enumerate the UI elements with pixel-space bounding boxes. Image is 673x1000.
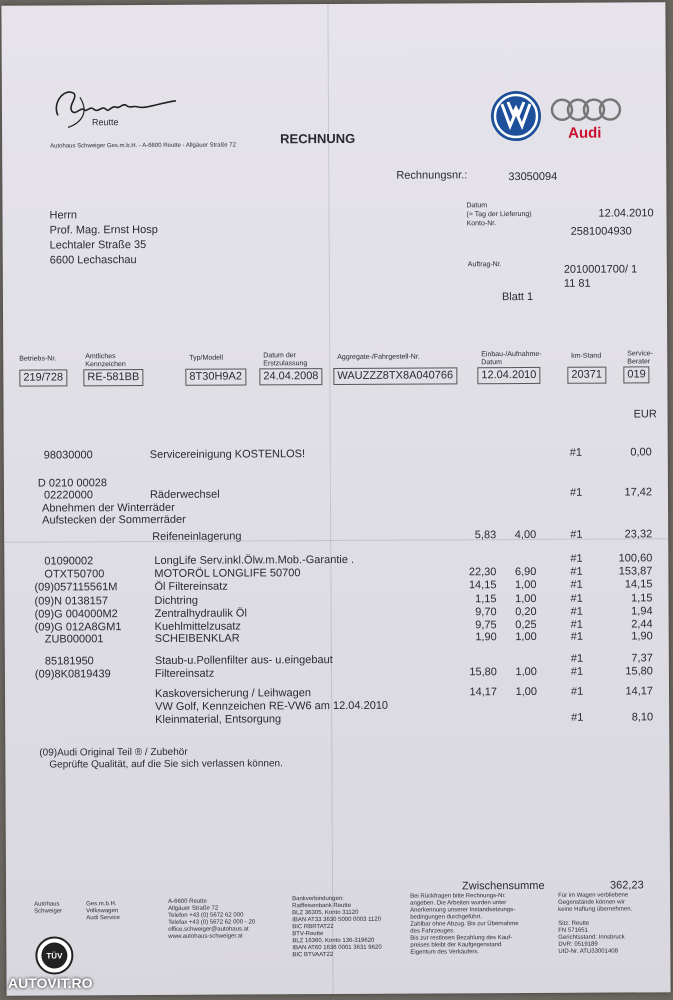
recipient-name: Prof. Mag. Ernst Hosp	[49, 223, 158, 237]
line-flag: #1	[570, 552, 583, 565]
footer-text: BTV-Reutte	[292, 931, 324, 938]
currency: EUR	[633, 408, 657, 421]
val-km-stand: 20371	[567, 367, 606, 384]
document-title: RECHNUNG	[280, 130, 356, 147]
line-unit-price: 15,80	[469, 666, 497, 679]
line-unit-price: 14,15	[468, 579, 497, 592]
line-quantity: 1,00	[515, 685, 538, 699]
line-code: (09)G 004000M2	[34, 608, 118, 621]
footer-text: Für im Wagen verbliebene	[558, 892, 629, 899]
footer-text: Anerkennung unserer Instandsetzungs-	[410, 907, 516, 914]
order-no: 2010001700/ 1	[563, 263, 638, 276]
footer-text: Gerichtsstand: Innsbruck	[558, 934, 625, 941]
footnote-line-1: (09)Audi Original Teil ® / Zubehör	[39, 746, 188, 759]
line-code: (09)N 0138157	[34, 595, 108, 608]
line-flag: #1	[570, 630, 584, 643]
line-quantity: 1,00	[515, 665, 537, 679]
line-amount: 1,94	[631, 605, 653, 618]
line-amount: 2,44	[631, 618, 653, 631]
hdr-kennzeichen: Amtliches Kennzeichen	[85, 353, 126, 369]
line-unit-price: 1,90	[475, 631, 497, 644]
invoice-line-row	[4, 446, 668, 462]
line-code: ZUB000001	[44, 633, 104, 646]
footer-text: Volkswagen	[86, 908, 119, 915]
line-quantity: 1,00	[515, 592, 537, 606]
footer-text: Schweiger	[34, 908, 63, 915]
sheet-number: Blatt 1	[501, 290, 534, 304]
line-flag: #1	[570, 592, 583, 605]
footer-text: Telefax +43 (0) 5672 62 000 - 20	[168, 919, 256, 926]
audi-brand-text: Audi	[568, 124, 602, 142]
line-code: D 0210 00028	[37, 477, 108, 490]
footer-text: keine Haftung übernehmen.	[558, 906, 633, 913]
invoice-line-row	[5, 665, 669, 681]
line-description: SCHEIBENKLAR	[154, 632, 240, 645]
line-amount: 7,37	[631, 652, 653, 665]
line-quantity: 0,20	[515, 605, 537, 619]
line-description: Zentralhydraulik Öl	[154, 607, 247, 620]
footer-text: Raiffeisenbank Reutte	[292, 902, 352, 910]
line-amount: 1,15	[631, 592, 653, 605]
recipient-block	[49, 208, 158, 269]
footer-text: Audi Service	[86, 915, 120, 922]
footer-text: A-6600 Reutte	[168, 898, 207, 905]
line-flag: #1	[570, 605, 583, 618]
line-amount: 153,87	[618, 565, 653, 578]
subtotal-amount: 362,23	[609, 879, 644, 892]
val-kennzeichen: RE-581BB	[83, 369, 143, 386]
line-description: Servicereinigung KOSTENLOS!	[149, 448, 306, 461]
recipient-street: Lechtaler Straße 35	[49, 238, 147, 252]
line-quantity: 1,00	[514, 578, 537, 592]
val-betriebs-nr: 219/728	[19, 369, 67, 386]
line-flag: #1	[570, 565, 583, 578]
footer-text: Bankverbindungen:	[292, 895, 344, 903]
invoice-no-label: Rechnungsnr.:	[396, 169, 468, 182]
line-unit-price: 22,30	[468, 566, 497, 579]
audi-logo	[550, 95, 624, 141]
line-amount: 23,32	[624, 528, 653, 541]
footer-text: office.schweiger@autohaus.at	[168, 926, 249, 933]
line-flag: #1	[569, 486, 583, 499]
line-amount: 17,42	[624, 486, 653, 499]
val-einbau-datum: 12.04.2010	[477, 367, 540, 384]
val-fahrgestell: WAUZZZ8TX8A040766	[333, 367, 457, 385]
line-unit-price: 1,15	[475, 593, 497, 606]
line-description: LongLife Serv.inkl.Ölw.m.Mob.-Garantie .	[154, 553, 355, 567]
footnote	[39, 746, 283, 771]
line-amount: 14,15	[624, 578, 653, 591]
footer-text: BLZ 36305, Konto 31120	[292, 909, 359, 917]
line-unit-price: 14,17	[469, 686, 498, 699]
line-amount: 15,80	[625, 665, 653, 678]
line-code: 01090002	[44, 555, 94, 568]
line-amount: 1,90	[631, 630, 653, 643]
footer-text: angeben. Die Arbeiten wurden unter	[410, 900, 507, 907]
line-quantity: 1,00	[515, 630, 537, 644]
line-description: Abnehmen der Winterräder	[42, 501, 175, 515]
line-code: OTXT50700	[44, 568, 105, 581]
line-description: Kaskoversicherung / Leihwagen	[154, 687, 311, 700]
hdr-typ-modell: Typ/Modell	[189, 354, 224, 362]
line-flag: #1	[569, 446, 583, 459]
subtotal-label: Zwischensumme	[461, 879, 545, 893]
account-label: Konto-Nr.	[466, 220, 497, 228]
hdr-einbau-datum: Einbau-/Aufnahme-Datum	[481, 350, 542, 367]
line-flag: #1	[570, 665, 584, 678]
footer-text: BIC BTVAAT22	[292, 952, 334, 959]
vw-logo	[490, 90, 542, 142]
footer-text: bedingungen durchgeführt.	[410, 914, 482, 921]
footer-text: Ges.m.b.H.	[86, 901, 117, 908]
line-description: Öl Filtereinsatz	[154, 580, 228, 593]
line-code: 02220000	[43, 489, 93, 502]
line-description: Kleinmaterial, Entsorgung	[155, 713, 282, 726]
hdr-km-stand: km-Stand	[571, 352, 602, 360]
line-description: Filtereinsatz	[154, 667, 215, 680]
sender-address: Autohaus Schweiger Ges.m.b.H. - A-6600 Reutte - Allgäuer Straße 72	[50, 142, 236, 150]
invoice-line-row	[4, 511, 668, 527]
order-sub: 11 81	[563, 277, 591, 290]
footer-col-2	[86, 901, 120, 922]
line-code: (09)8K0819439	[34, 668, 111, 681]
line-unit-price: 9,70	[475, 606, 497, 619]
footer-text: www.autohaus-schweiger.at	[168, 933, 243, 940]
line-flag: #1	[570, 578, 583, 591]
line-flag: #1	[570, 652, 584, 665]
date-sub-label: (= Tag der Lieferung)	[466, 210, 532, 219]
watermark: AUTOVIT.RO	[8, 975, 93, 991]
line-flag: #1	[570, 528, 583, 541]
line-description: Staub-u.Pollenfilter aus- u.eingebaut	[154, 654, 333, 667]
line-code: 85181950	[44, 655, 94, 668]
line-flag: #1	[571, 711, 584, 724]
invoice-line-row	[5, 711, 669, 727]
line-quantity: 6,90	[514, 565, 537, 579]
date-labels	[466, 201, 531, 228]
footnote-line-2: Geprüfte Qualität, auf die Sie sich verlassen können.	[49, 758, 283, 771]
line-quantity: 0,25	[515, 618, 537, 632]
footer-text: UID-Nr. ATU33001408	[558, 948, 618, 955]
hdr-betriebs-nr: Betriebs-Nr.	[19, 355, 57, 363]
hdr-service-berater: Service-Berater	[627, 350, 653, 366]
footer-text: FN 571651	[558, 927, 588, 934]
line-unit-price: 9,75	[475, 619, 497, 632]
tuv-seal	[34, 935, 74, 975]
account-no: 2581004930	[570, 225, 632, 238]
line-amount: 0,00	[630, 446, 652, 459]
line-quantity: 4,00	[514, 528, 537, 542]
footer-col-1	[34, 901, 62, 915]
footer-text: preises bleibt der Kaufgegenstand	[410, 942, 502, 949]
invoice-no: 33050094	[508, 170, 558, 184]
order-label: Auftrag-Nr.	[467, 261, 502, 269]
footer-col-4	[292, 896, 382, 959]
footer-col-3	[168, 898, 255, 940]
footer-text: Bis zur restlosen Bezahlung des Kauf-	[410, 935, 513, 942]
footer-text: des Fahrzeuges.	[410, 928, 455, 935]
footer-text: Allgäuer Straße 72	[168, 905, 219, 912]
val-typ-modell: 8T30H9A2	[185, 368, 246, 385]
invoice-line-row	[4, 528, 668, 544]
footer-text: Autohaus	[34, 901, 60, 908]
footer-text: Zahlbar ohne Abzug. Bis zur Übernahme	[410, 921, 519, 928]
dealer-location: Reutte	[91, 117, 119, 128]
line-code: (09)057115561M	[34, 581, 118, 594]
line-description: MOTORÖL LONGLIFE 50700	[154, 567, 301, 580]
footer-col-6	[558, 892, 632, 955]
val-erstzulassung: 24.04.2008	[259, 368, 322, 385]
footer-text: Bei Rückfragen bitte Rechnungs-Nr.	[410, 893, 506, 900]
footer-text: Eigentum des Verkäufers.	[410, 949, 480, 956]
footer-text: Sitz: Reutte	[558, 920, 590, 927]
line-code: (09)G 012A8GM1	[34, 621, 122, 634]
line-amount: 100,60	[618, 552, 653, 565]
footer-text: Gegenstände können wir	[558, 899, 625, 906]
invoice-line-row	[5, 630, 669, 646]
footer-text: IBAN AT60 1636 0001 3631 9620	[292, 944, 382, 952]
footer-col-5	[410, 893, 519, 957]
line-description: Reifeneinlagerung	[152, 530, 242, 543]
line-description: VW Golf, Kennzeichen RE-VW6 am 12.04.2010	[155, 699, 389, 713]
line-description: Räderwechsel	[149, 488, 220, 501]
line-flag: #1	[570, 685, 584, 698]
recipient-salutation: Herrn	[49, 209, 78, 222]
line-flag: #1	[570, 618, 583, 631]
line-description: Kuehlmittelzusatz	[154, 620, 241, 633]
date-label: Datum	[466, 202, 488, 210]
footer-text: BLZ 16360, Konto 136-319620	[292, 937, 375, 945]
footer-text: DVR: 0519189	[558, 941, 598, 948]
line-amount: 14,17	[625, 685, 654, 698]
footer-text: Telefon +43 (0) 5672 62 000	[168, 912, 244, 919]
line-code: 98030000	[43, 449, 93, 462]
line-amount: 8,10	[631, 711, 654, 724]
footer-text: IBAN AT33 3630 5000 0003 1120	[292, 916, 382, 924]
tuv-text: TÜV	[46, 951, 63, 961]
line-description: Aufstecken der Sommerräder	[42, 513, 186, 527]
footer-text: BIC RBRTAT22	[292, 924, 334, 931]
invoice-date: 12.04.2010	[598, 207, 654, 220]
invoice-paper	[1, 2, 670, 995]
line-description: Dichtring	[154, 594, 198, 607]
val-service-berater: 019	[623, 366, 649, 383]
hdr-erstzulassung: Datum der Erstzulassung	[263, 352, 308, 368]
recipient-city: 6600 Lechaschau	[49, 254, 137, 267]
line-unit-price: 5,83	[474, 529, 497, 542]
hdr-fahrgestell: Aggregate-/Fahrgestell-Nr.	[337, 353, 420, 361]
